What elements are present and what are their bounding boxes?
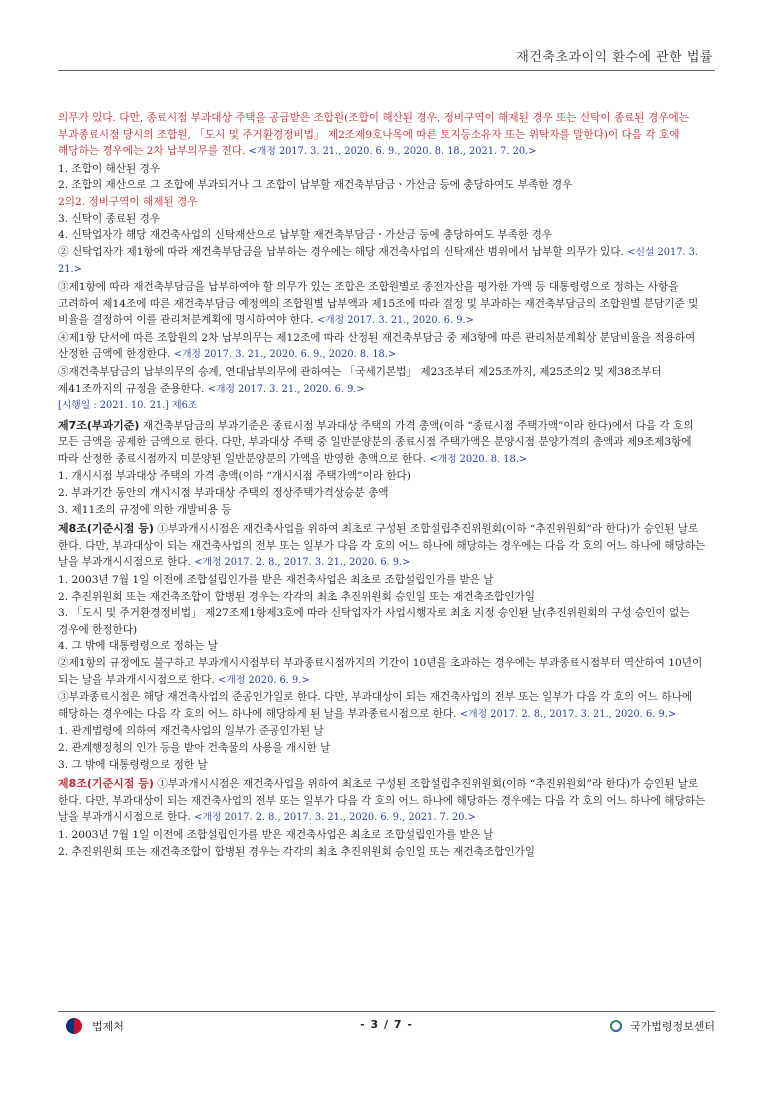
- article-8-paragraph-2: ②제1항의 규정에도 불구하고 부과개시시점부터 부과종료시점까지의 기간이 10년을 초과하는 경우에는 부과종료시점부터 역산하여 10년이 되는 날을 부과개시시점으로 한다.: [58, 657, 703, 686]
- paragraph-text: 2. 조합의 재산으로 그 조합에 부과되거나 그 조합이 납부할 재건축부담금ㆍ가산금 등에 충당하여도 부족한 경우: [58, 179, 573, 192]
- amendment-note: <개정 2017. 3. 21., 2020. 6. 9., 2020. 8. 18., 2021. 7. 20.>: [248, 146, 537, 158]
- list-item: 2. 부과기간 동안의 개시시점 부과대상 주택의 정상주택가격상승분 총액: [58, 487, 389, 500]
- law-center-logo-icon: [608, 1018, 624, 1034]
- article-8-paragraph-2-note: <개정 2020. 6. 9.>: [218, 674, 310, 686]
- header-rule: [58, 70, 715, 71]
- list-item: 1. 개시시점 부과대상 주택의 가격 총액(이하 “개시시점 주택가액”이라 한다): [58, 470, 411, 483]
- article-8-new-text: ①부과개시시점은 재건축사업을 위하여 최초로 구성된 조합설립추진위원회(이하 “추진위원회”라 한다)가 승인된 날로 한다. 다만, 부과대상이 되는 재건축사업의 전부 또는 일부가 다음 각 호의 어느 하나에 해당하는 경우에는 다음 각 호의 어느 하나에 해당하는 날을 부과개시시점으로 한다.: [58, 778, 706, 824]
- paragraph-text: ③제1항에 따라 재건축부담금을 납부하여야 할 의무가 있는 조합은 조합원별로 종전자산을 평가한 가액 등 대통령령으로 정하는 사항을 고려하여 제14조에 따른 재건축부담금 예정액의 조합원별 납부액과 제15조에 따라 결정 및 부과하는 재건축부담금의 조합원별 분담기준 및 비율을 결정하여 이를 관리처분계획에 명시하여야 한다.: [58, 280, 699, 327]
- paragraph-text: 의무가 있다. 다만, 종료시점 부과대상 주택을 공급받은 조합원(조합이 해산된 경우, 정비구역이 해제된 경우 또는 신탁이 종료된 경우에는 부과종료시점 당시의 조합원, 「도시 및 주거환경정비법」 제2조제9호나목에 따른 토지등소유자 또는 위탁자를 말한다)이 다음 각 호에 해당하는 경우에는 2차 납부의무를 진다.: [58, 112, 689, 158]
- document-body: [58, 110, 715, 860]
- paragraph-line: [58, 279, 715, 330]
- article-8-new: [58, 776, 715, 860]
- article-8-amendment-note: <개정 2017. 2. 8., 2017. 3. 21., 2020. 6. 9.>: [194, 557, 411, 569]
- paragraph-text: 3. 신탁이 종료된 경우: [58, 212, 161, 225]
- paragraph-line: [58, 211, 715, 228]
- list-item: 3. 제11조의 규정에 의한 개발비용 등: [58, 503, 232, 516]
- article-8-title: 제8조(기준시점 등): [58, 522, 154, 536]
- footer-source: 국가법령정보센터: [629, 1020, 715, 1033]
- article-8-text: ①부과개시시점은 재건축사업을 위하여 최초로 구성된 조합설립추진위원회(이하 “추진위원회”라 한다)가 승인된 날로 한다. 다만, 부과대상이 되는 재건축사업의 전부 또는 일부가 다음 각 호의 어느 하나에 해당하는 경우에는 다음 각 호의 어느 하나에 해당하는 날을 부과개시시점으로 한다.: [58, 523, 706, 569]
- list-item: 3. 그 밖에 대통령령으로 정한 날: [58, 758, 208, 771]
- page-number: - 3 / 7 -: [360, 1018, 413, 1031]
- paragraph-text: ④제1항 단서에 따른 조합원의 2차 납부의무는 제12조에 따라 산정된 재건축부담금 중 제3항에 따른 관리처분계획상 분담비율을 적용하여 산정한 금액에 한정한다.: [58, 331, 696, 361]
- article-7: [58, 418, 715, 519]
- list-item: 1. 2003년 7월 1일 이전에 조합설립인가를 받은 재건축사업은 최초로 조합설립인가를 받은 날: [58, 574, 494, 587]
- list-item: 2. 추진위원회 또는 재건축조합이 합병된 경우는 각각의 최초 추진위원회 승인일 또는 재건축조합인가일: [58, 845, 535, 858]
- paragraph-line: [58, 177, 715, 194]
- article-8-new-title: 제8조(기준시점 등): [58, 777, 154, 791]
- paragraph-line: [58, 244, 715, 279]
- paragraph-text: 2의2. 정비구역이 해제된 경우: [58, 195, 198, 208]
- article-8-paragraph-3-note: <개정 2017. 2. 8., 2017. 3. 21., 2020. 6. 9.>: [459, 708, 677, 720]
- article-7-text: 재건축부담금의 부과기준은 종료시점 부과대상 주택의 가격 총액(이하 “종료시점 주택가액”이라 한다)에서 다음 각 호의 모든 금액을 공제한 금액으로 한다. 다만, 부과대상 주택 중 일반분양분의 종료시점 주택가액은 분양시점 분양가격의 총액과 제9조제3항에 따라 산정한 종료시점까지 미분양된 일반분양분의 가액을 반영한 총액으로 한다.: [58, 419, 694, 465]
- article-8-new-amendment-note: <개정 2017. 2. 8., 2017. 3. 21., 2020. 6. 9., 2021. 7. 20.>: [194, 812, 476, 824]
- page-footer: [58, 1018, 715, 1038]
- paragraph-line: [58, 194, 715, 211]
- article-7-title: 제7조(부과기준): [58, 418, 140, 432]
- footer-right: [608, 1018, 715, 1034]
- article-7-items: [58, 468, 715, 518]
- paragraph-text: ② 신탁업자가 제1항에 따라 재건축부담금을 납부하는 경우에는 해당 재건축사업의 신탁재산 범위에서 납부할 의무가 있다.: [58, 245, 624, 258]
- list-item: 2. 추진위원회 또는 재건축조합이 합병된 경우는 각각의 최초 추진위원회 승인일 또는 재건축조합인가일: [58, 590, 535, 603]
- list-item: 1. 2003년 7월 1일 이전에 조합설립인가를 받은 재건축사업은 최초로 조합설립인가를 받은 날: [58, 828, 494, 841]
- amendment-note: <개정 2017. 3. 21., 2020. 6. 9.>: [207, 383, 365, 395]
- article-7-amendment-note: <개정 2020. 8. 18.>: [429, 453, 528, 465]
- list-item: 4. 그 밖에 대통령령으로 정하는 날: [58, 640, 218, 653]
- article-6-continuation: [58, 110, 715, 415]
- paragraph-line: [58, 364, 715, 398]
- document-title: 재건축초과이익 환수에 관한 법률: [516, 50, 713, 65]
- paragraph-line: [58, 227, 715, 244]
- article-8-old: [58, 521, 715, 773]
- paragraph-text: ⑤재건축부담금의 납부의무의 승계, 연대납부의무에 관하여는 「국세기본법」 제23조부터 제25조까지, 제25조의2 및 제38조부터 제41조까지의 규정을 준용한다.: [58, 365, 662, 395]
- amendment-note: <개정 2017. 3. 21., 2020. 6. 9.>: [316, 315, 474, 327]
- amendment-note: <개정 2017. 3. 21., 2020. 6. 9., 2020. 8. 18.>: [173, 349, 397, 361]
- paragraph-line: [58, 398, 715, 415]
- article-8-paragraph-3: ③부과종료시점은 해당 재건축사업의 준공인가일로 한다. 다만, 부과대상이 되는 재건축사업의 전부 또는 일부가 다음 각 호의 어느 하나에 해당하는 경우에는 다음 각 호의 어느 하나에 해당하게 된 날을 부과종료시점으로 한다.: [58, 691, 693, 720]
- list-item: 2. 관계행정청의 인가 등을 받아 건축물의 사용을 개시한 날: [58, 741, 331, 754]
- paragraph-text: [시행일 : 2021. 10. 21.] 제6조: [58, 400, 198, 412]
- list-item: 3. 「도시 및 주거환경정비법」 제27조제1항제3호에 따라 신탁업자가 사업시행자로 최초 지정 승인된 날(추진위원회의 구성 승인이 없는 경우에 한정한다): [58, 607, 690, 636]
- paragraph-line: [58, 161, 715, 178]
- paragraph-text: 1. 조합이 해산된 경우: [58, 162, 161, 175]
- paragraph-line: [58, 110, 715, 161]
- footer-rule: [58, 1011, 715, 1012]
- paragraph-text: 4. 신탁업자가 해당 재건축사업의 신탁재산으로 납부할 재건축부담금ㆍ가산금 등에 충당하여도 부족한 경우: [58, 229, 553, 242]
- footer-publisher: 법제처: [92, 1020, 124, 1033]
- paragraph-line: [58, 330, 715, 364]
- amendment-note: <신설 2017. 3. 21.>: [58, 246, 699, 276]
- list-item: 1. 관계법령에 의하여 재건축사업의 일부가 준공인가된 날: [58, 725, 324, 738]
